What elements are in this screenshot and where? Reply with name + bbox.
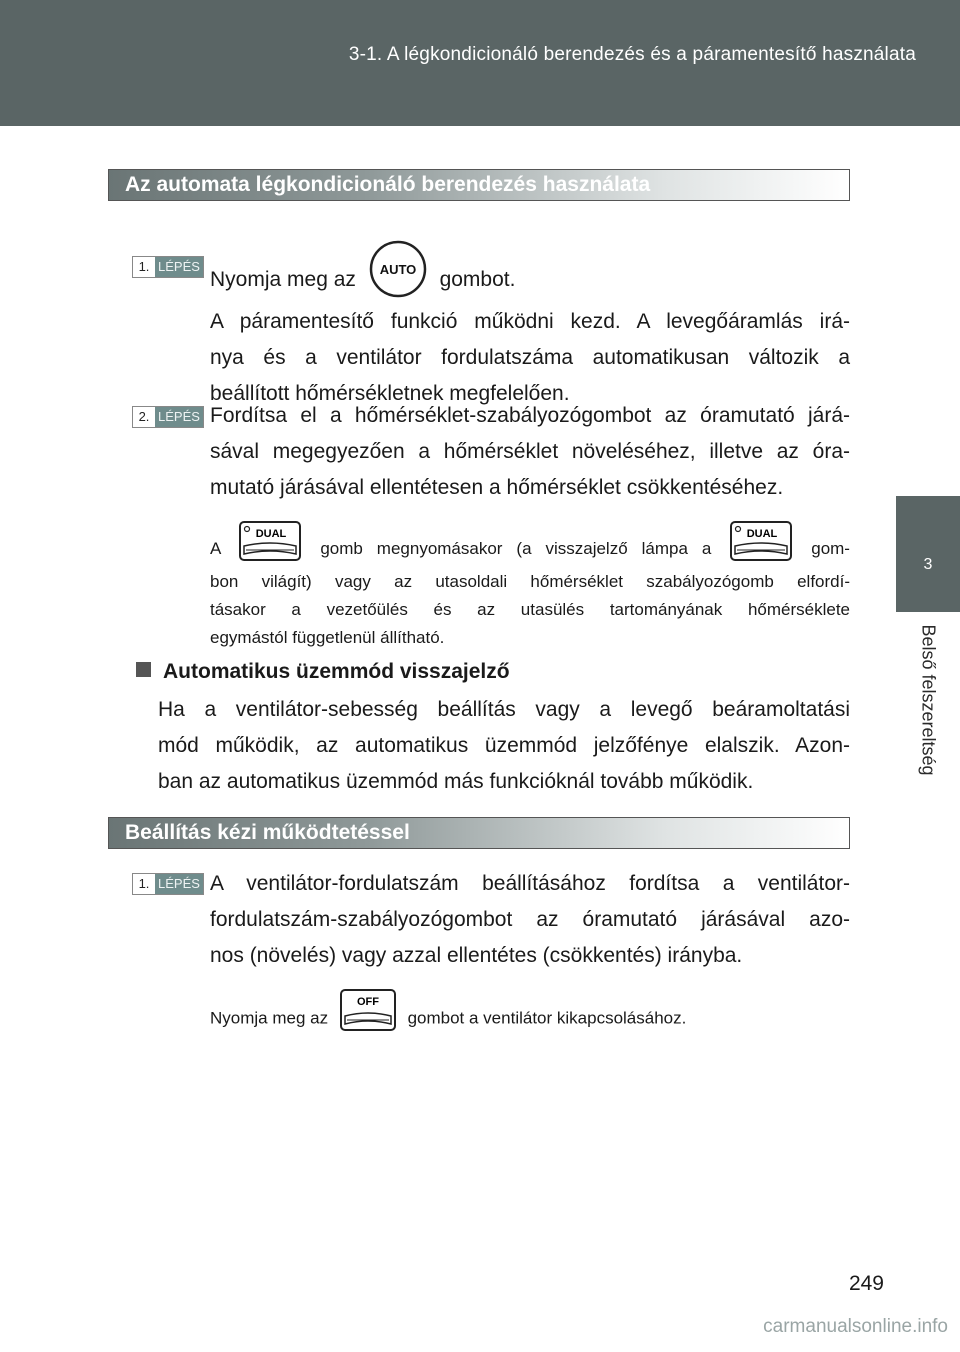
- text-line: fordulatszám-szabályozógombot az óramutató járásával azo-: [210, 908, 850, 931]
- step-number: 2.: [133, 407, 155, 427]
- step-label: LÉPÉS: [155, 257, 203, 277]
- step1-text-after: gombot.: [439, 268, 516, 292]
- off-note: [210, 988, 850, 1050]
- step-label: LÉPÉS: [155, 407, 203, 427]
- text-line: Fordítsa el a hőmérséklet-szabályozógombot az óramutató járá-: [210, 404, 850, 427]
- section-heading-manual: [108, 817, 850, 849]
- text-line: sával megegyezően a hőmérséklet növeléséhez, illetve az óra-: [210, 440, 850, 463]
- side-tab-number: 3: [923, 556, 933, 573]
- auto-mode-heading: [136, 660, 510, 684]
- side-tab-label: Belső felszereltség: [918, 624, 939, 776]
- square-bullet-icon: [136, 662, 151, 677]
- off-button-icon: [339, 988, 397, 1050]
- auto-mode-title: Automatikus üzemmód visszajelző: [163, 660, 510, 683]
- chapter-title: 3-1. A légkondicionáló berendezés és a páramentesítő használata: [348, 44, 916, 65]
- off-button-label: OFF: [356, 996, 379, 1008]
- dual-note-body: [210, 568, 850, 652]
- auto-button-label: AUTO: [379, 262, 417, 277]
- watermark: carmanualsonline.info: [763, 1316, 948, 1337]
- text-line: mutató járásával ellentétesen a hőmérséklet csökkentéséhez.: [210, 476, 784, 499]
- text-line: nos (növelés) vagy azzal ellentétes (csökkentés) irányba.: [210, 944, 743, 967]
- text-line: tásakor a vezetőülés és az utasülés tartományának hőmérséklete: [210, 600, 850, 619]
- text-line: mód működik, az automatikus üzemmód jelzőfénye elalszik. Azon-: [158, 734, 850, 757]
- text-line: ban az automatikus üzemmód más funkcióknál tovább működik.: [158, 770, 754, 793]
- dual-button-label: DUAL: [256, 528, 287, 540]
- section-title: Az automata légkondicionáló berendezés használata: [125, 173, 651, 196]
- side-tab: [896, 496, 960, 612]
- step-badge-manual-1: [132, 873, 204, 895]
- text-line: Ha a ventilátor-sebesség beállítás vagy a levegő beáramoltatási: [158, 698, 850, 721]
- text-line: beállított hőmérsékletnek megfelelően.: [210, 382, 570, 405]
- section-title: Beállítás kézi működtetéssel: [125, 821, 410, 844]
- manual-step1-instruction: [210, 866, 850, 974]
- step2-instruction: [210, 398, 850, 506]
- step-badge-1: [132, 256, 204, 278]
- text-line: bon világít) vagy az utasoldali hőmérséklet szabályozógomb elfordí-: [210, 572, 850, 591]
- text-line: A ventilátor-fordulatszám beállításához fordítsa a ventilátor-: [210, 872, 850, 895]
- step-number: 1.: [133, 874, 155, 894]
- step-number: 1.: [133, 257, 155, 277]
- header-band: [0, 0, 960, 126]
- note-text: A: [210, 538, 221, 558]
- section-heading-automatic: [108, 169, 850, 201]
- note-text: Nyomja meg az: [210, 1008, 329, 1028]
- dual-button-label: DUAL: [747, 528, 778, 540]
- auto-mode-body: [158, 692, 850, 800]
- text-line: A páramentesítő funkció működni kezd. A levegőáramlás irá-: [210, 310, 850, 333]
- note-text: gomb megnyomásakor (a visszajelző lámpa a: [320, 538, 712, 558]
- step-badge-2: [132, 406, 204, 428]
- note-text: gombot a ventilátor kikapcsolásához.: [407, 1008, 687, 1028]
- step-label: LÉPÉS: [155, 874, 203, 894]
- step1-text-before: Nyomja meg az: [210, 268, 356, 292]
- note-text: gom-: [811, 538, 850, 558]
- text-line: egymástól függetlenül állítható.: [210, 628, 445, 647]
- page-number: 249: [848, 1272, 884, 1295]
- step1-description: [210, 304, 850, 412]
- text-line: nya és a ventilátor fordulatszáma automatikusan változik a: [210, 346, 850, 369]
